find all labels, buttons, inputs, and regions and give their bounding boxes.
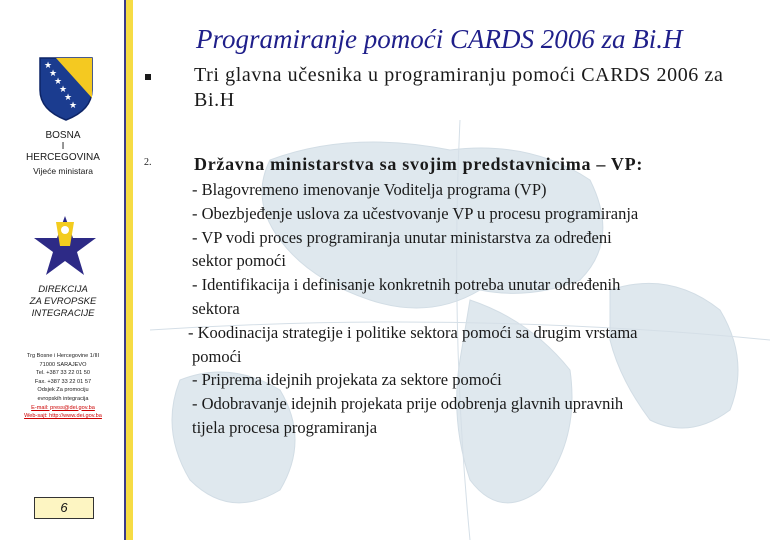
list-item: - Koodinacija strategije i politike sektora pomoći sa drugim vrstama xyxy=(188,322,638,342)
svg-text:★: ★ xyxy=(44,61,53,71)
item2-marker: 2. xyxy=(144,157,152,168)
bullet1-text: Tri glavna učesnika u programiranju pomoći CARDS 2006 za Bi.H xyxy=(194,64,724,111)
list-item: - Blagovremeno imenovanje Voditelja programa (VP) xyxy=(192,180,547,199)
svg-text:★: ★ xyxy=(69,101,78,111)
contact-city: 71000 SARAJEVO xyxy=(39,361,87,368)
svg-text:★: ★ xyxy=(54,77,63,87)
list-item: - Odobravanje idejnih projekata prije odobrenja glavnih upravnih xyxy=(192,394,624,414)
list-item: - Priprema idejnih projekata za sektore pomoći xyxy=(192,370,502,390)
contact-department-2: evropskih integracija xyxy=(37,395,89,402)
sidebar-accent-strip xyxy=(126,0,133,540)
contact-website-link[interactable]: Web-sajt: http://www.dei.gov.ba xyxy=(24,413,102,420)
page-number: 6 xyxy=(34,497,94,519)
country-name xyxy=(0,130,126,163)
directorate-line-3: INTEGRACIJE xyxy=(31,308,95,319)
item2-list xyxy=(188,178,768,440)
contact-department: Odsjek Za promociju xyxy=(37,387,89,394)
country-line-1: BOSNA xyxy=(45,130,81,141)
item2-heading: Državna ministarstva sa svojim predstavnicima – VP: xyxy=(194,154,644,174)
directorate-name xyxy=(0,284,126,320)
directorate-line-1: DIREKCIJA xyxy=(38,284,88,295)
country-line-2: I xyxy=(61,141,65,152)
bih-coat-of-arms-icon xyxy=(38,56,94,122)
contact-phone: Tel. +387 33 22 01 50 xyxy=(36,370,90,377)
contact-email-link[interactable]: E-mail: press@dei.gov.ba xyxy=(31,404,95,411)
svg-text:★: ★ xyxy=(64,93,73,103)
list-item: tijela procesa programiranja xyxy=(192,417,378,437)
list-item: - Obezbjeđenje uslova za učestvovanje VP u procesu programiranja xyxy=(192,203,639,223)
dei-star-logo-icon xyxy=(30,212,100,282)
contact-fax: Fax. +387 33 22 01 57 xyxy=(34,378,92,385)
svg-text:★: ★ xyxy=(49,69,58,79)
list-item: - VP vodi proces programiranja unutar ministarstva za određeni xyxy=(192,227,612,247)
list-item: sektor pomoći xyxy=(192,251,286,271)
country-line-3: HERCEGOVINA xyxy=(26,152,100,163)
list-item: - Identifikacija i definisanje konkretnih potreba unutar određenih xyxy=(192,275,621,295)
sidebar xyxy=(0,0,126,540)
bullet-marker xyxy=(145,74,151,80)
list-item: pomoći xyxy=(192,346,242,366)
directorate-line-2: ZA EVROPSKE xyxy=(29,296,97,307)
council-label: Vijeće ministara xyxy=(33,166,93,176)
list-item: sektora xyxy=(192,298,240,318)
contact-address: Trg Bosne i Hercegovine 1/III xyxy=(26,353,100,359)
svg-text:★: ★ xyxy=(59,85,68,95)
slide-title: Programiranje pomoći CARDS 2006 za Bi.H xyxy=(196,24,683,54)
contact-block xyxy=(0,352,126,421)
